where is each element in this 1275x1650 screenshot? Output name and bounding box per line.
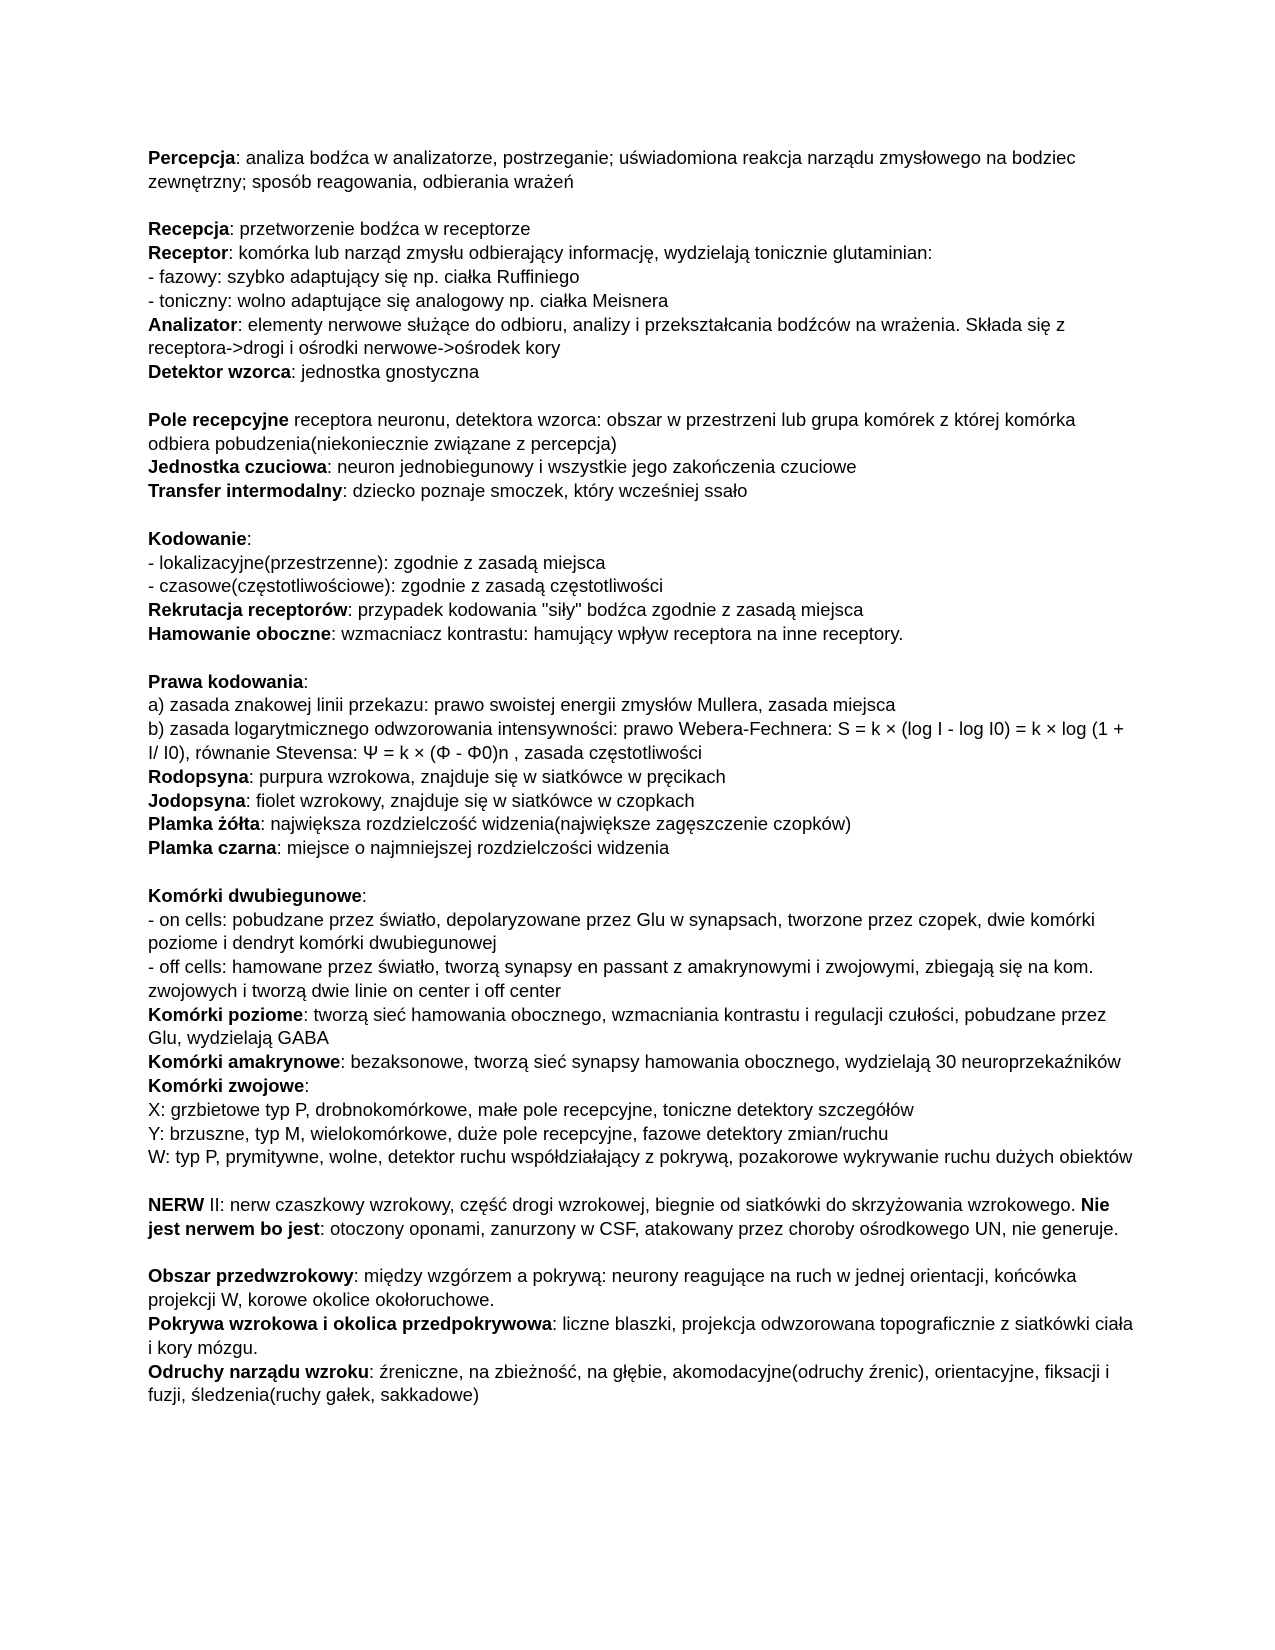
text-line — [148, 812, 1138, 836]
document-body — [148, 146, 1138, 1407]
text-line — [148, 146, 1138, 194]
text-line — [148, 1360, 1138, 1408]
term-heading: Nie jest nerwem bo jest — [148, 1194, 1110, 1239]
term-definition: W: typ P, prymitywne, wolne, detektor ruchu współdziałający z pokrywą, pozakorowe wykrywanie ruchu dużych obiektów — [148, 1146, 1133, 1168]
term-definition: : źreniczne, na zbieżność, na głębie, akomodacyjne(odruchy źrenic), orientacyjne, fiksacji i fuzji, śledzenia(ruchy gałek, sakkadowe) — [148, 1360, 1110, 1406]
term-heading: Pole recepcyjne — [148, 408, 289, 430]
term-definition: - czasowe(częstotliwościowe): zgodnie z zasadą częstotliwości — [148, 575, 664, 597]
text-line — [148, 1050, 1138, 1074]
text-line — [148, 241, 1138, 265]
term-definition: : między wzgórzem a pokrywą: neurony reagujące na ruch w jednej orientacji, końcówka projekcji W, korowe okolice okołoruchowe. — [148, 1265, 1077, 1311]
term-definition: Y: brzuszne, typ M, wielokomórkowe, duże pole recepcyjne, fazowe detektory zmian/ruchu — [148, 1122, 889, 1144]
text-line — [148, 265, 1138, 289]
text-line — [148, 884, 1138, 908]
term-definition: receptora neuronu, detektora wzorca: obszar w przestrzeni lub grupa komórek z której komórka odbiera pobudzenia(niekoniecznie związane z percepcja) — [148, 408, 1076, 454]
text-line — [148, 1003, 1138, 1051]
term-definition: : neuron jednobiegunowy i wszystkie jego zakończenia czuciowe — [326, 456, 857, 478]
text-line — [148, 360, 1138, 384]
paragraph-gap — [148, 503, 1138, 527]
text-line — [148, 455, 1138, 479]
term-definition: - fazowy: szybko adaptujący się np. ciałka Ruffiniego — [148, 265, 580, 287]
term-heading: Detektor wzorca — [148, 361, 291, 383]
term-definition: : — [303, 670, 309, 692]
text-line — [148, 622, 1138, 646]
term-definition: : miejsce o najmniejszej rozdzielczości widzenia — [276, 837, 670, 859]
term-heading: Plamka żółta — [148, 813, 261, 835]
term-definition: : jednostka gnostyczna — [290, 361, 480, 383]
text-line — [148, 313, 1138, 361]
term-definition: - toniczny: wolno adaptujące się analogowy np. ciałka Meisnera — [148, 289, 669, 311]
text-line — [148, 551, 1138, 575]
paragraph-gap — [148, 1169, 1138, 1193]
term-heading: Prawa kodowania — [148, 670, 304, 692]
text-line — [148, 670, 1138, 694]
term-heading: Hamowanie oboczne — [148, 622, 331, 644]
text-line — [148, 527, 1138, 551]
term-definition: : — [361, 884, 367, 906]
term-definition: a) zasada znakowej linii przekazu: prawo swoistej energii zmysłów Mullera, zasada miejsca — [148, 694, 896, 716]
text-line — [148, 1264, 1138, 1312]
text-line — [148, 765, 1138, 789]
term-definition: : przypadek kodowania "siły" bodźca zgodnie z zasadą miejsca — [347, 599, 864, 621]
term-heading: Kodowanie — [148, 527, 247, 549]
term-heading: Plamka czarna — [148, 837, 277, 859]
paragraph-gap — [148, 646, 1138, 670]
text-line — [148, 217, 1138, 241]
paragraph-gap — [148, 860, 1138, 884]
term-definition: b) zasada logarytmicznego odwzorowania intensywności: prawo Webera-Fechnera: S = k × (log I - log I0) = k × log (1 + I/ I0), równanie Stevensa: Ψ = k × (Φ - Φ0)n , zasada częstotliwości — [148, 718, 1125, 763]
term-definition: : purpura wzrokowa, znajduje się w siatkówce w pręcikach — [248, 765, 726, 787]
paragraph-gap — [148, 194, 1138, 218]
term-definition: X: grzbietowe typ P, drobnokomórkowe, małe pole recepcyjne, toniczne detektory szczegółów — [148, 1098, 914, 1120]
term-heading: Komórki zwojowe — [148, 1075, 305, 1097]
text-line — [148, 1122, 1138, 1146]
term-definition: : największa rozdzielczość widzenia(największe zagęszczenie czopków) — [260, 813, 852, 835]
term-heading: NERW — [148, 1194, 205, 1216]
term-definition: - lokalizacyjne(przestrzenne): zgodnie z zasadą miejsca — [148, 551, 606, 573]
term-definition: : wzmacniacz kontrastu: hamujący wpływ receptora na inne receptory. — [330, 622, 904, 644]
term-definition: : dziecko poznaje smoczek, który wcześniej ssało — [342, 480, 748, 502]
term-definition: : komórka lub narząd zmysłu odbierający informację, wydzielają tonicznie glutaminian: — [228, 242, 933, 264]
term-definition: : elementy nerwowe służące do odbioru, analizy i przekształcania bodźców na wrażenia. Składa się z receptora->drogi i ośrodki nerwowe->ośrodek kory — [148, 313, 1066, 359]
term-definition: : bezaksonowe, tworzą sieć synapsy hamowania obocznego, wydzielają 30 neuroprzekaźników — [340, 1051, 1121, 1073]
text-line — [148, 955, 1138, 1003]
term-heading: Receptor — [148, 242, 229, 264]
term-heading: Pokrywa wzrokowa i okolica przedpokrywowa — [148, 1313, 553, 1335]
term-definition: : — [246, 527, 252, 549]
term-definition: - off cells: hamowane przez światło, tworzą synapsy en passant z amakrynowymi i zwojowymi, zbiegają się na kom. zwojowych i tworzą dwie linie on center i off center — [148, 956, 1094, 1001]
term-heading: Komórki poziome — [148, 1003, 304, 1025]
term-heading: Transfer intermodalny — [148, 480, 343, 502]
text-line — [148, 789, 1138, 813]
paragraph-gap — [148, 1241, 1138, 1265]
term-heading: Rodopsyna — [148, 765, 249, 787]
text-line — [148, 1074, 1138, 1098]
text-line — [148, 836, 1138, 860]
term-heading: Komórki dwubiegunowe — [148, 884, 362, 906]
text-line — [148, 717, 1138, 765]
term-definition: : — [304, 1075, 310, 1097]
term-heading: Rekrutacja receptorów — [148, 599, 348, 621]
text-line — [148, 1312, 1138, 1360]
term-definition: : otoczony oponami, zanurzony w CSF, atakowany przez choroby ośrodkowego UN, nie generuje. — [319, 1217, 1119, 1239]
term-definition: : fiolet wzrokowy, znajduje się w siatkówce w czopkach — [245, 789, 695, 811]
term-heading: Jednostka czuciowa — [148, 456, 327, 478]
term-definition: : tworzą sieć hamowania obocznego, wzmacniania kontrastu i regulacji czułości, pobudzane przez Glu, wydzielają GABA — [148, 1003, 1107, 1049]
term-heading: Obszar przedwzrokowy — [148, 1265, 354, 1287]
term-definition: : analiza bodźca w analizatorze, postrzeganie; uświadomiona reakcja narządu zmysłowego na bodziec zewnętrzny; sposób reagowania, odbierania wrażeń — [148, 147, 1076, 192]
text-line — [148, 1193, 1138, 1241]
term-heading: Komórki amakrynowe — [148, 1051, 341, 1073]
text-line — [148, 1098, 1138, 1122]
text-line — [148, 289, 1138, 313]
term-definition: : przetworzenie bodźca w receptorze — [229, 218, 531, 240]
term-definition: - on cells: pobudzane przez światło, depolaryzowane przez Glu w synapsach, tworzone przez czopek, dwie komórki poziome i dendryt komórki dwubiegunowej — [148, 908, 1096, 954]
term-heading: Odruchy narządu wzroku — [148, 1360, 370, 1382]
term-heading: Percepcja — [148, 147, 236, 168]
text-line — [148, 408, 1138, 456]
text-line — [148, 479, 1138, 503]
text-line — [148, 693, 1138, 717]
text-line — [148, 908, 1138, 956]
term-heading: Jodopsyna — [148, 789, 246, 811]
term-heading: Analizator — [148, 313, 238, 335]
paragraph-gap — [148, 384, 1138, 408]
text-line — [148, 1145, 1138, 1169]
term-definition: II: nerw czaszkowy wzrokowy, część drogi wzrokowej, biegnie od siatkówki do skrzyżowania wzrokowego. — [204, 1194, 1081, 1216]
text-line — [148, 598, 1138, 622]
text-line — [148, 574, 1138, 598]
term-definition: : liczne blaszki, projekcja odwzorowana topograficznie z siatkówki ciała i kory mózgu. — [148, 1313, 1134, 1358]
term-heading: Recepcja — [148, 218, 230, 240]
